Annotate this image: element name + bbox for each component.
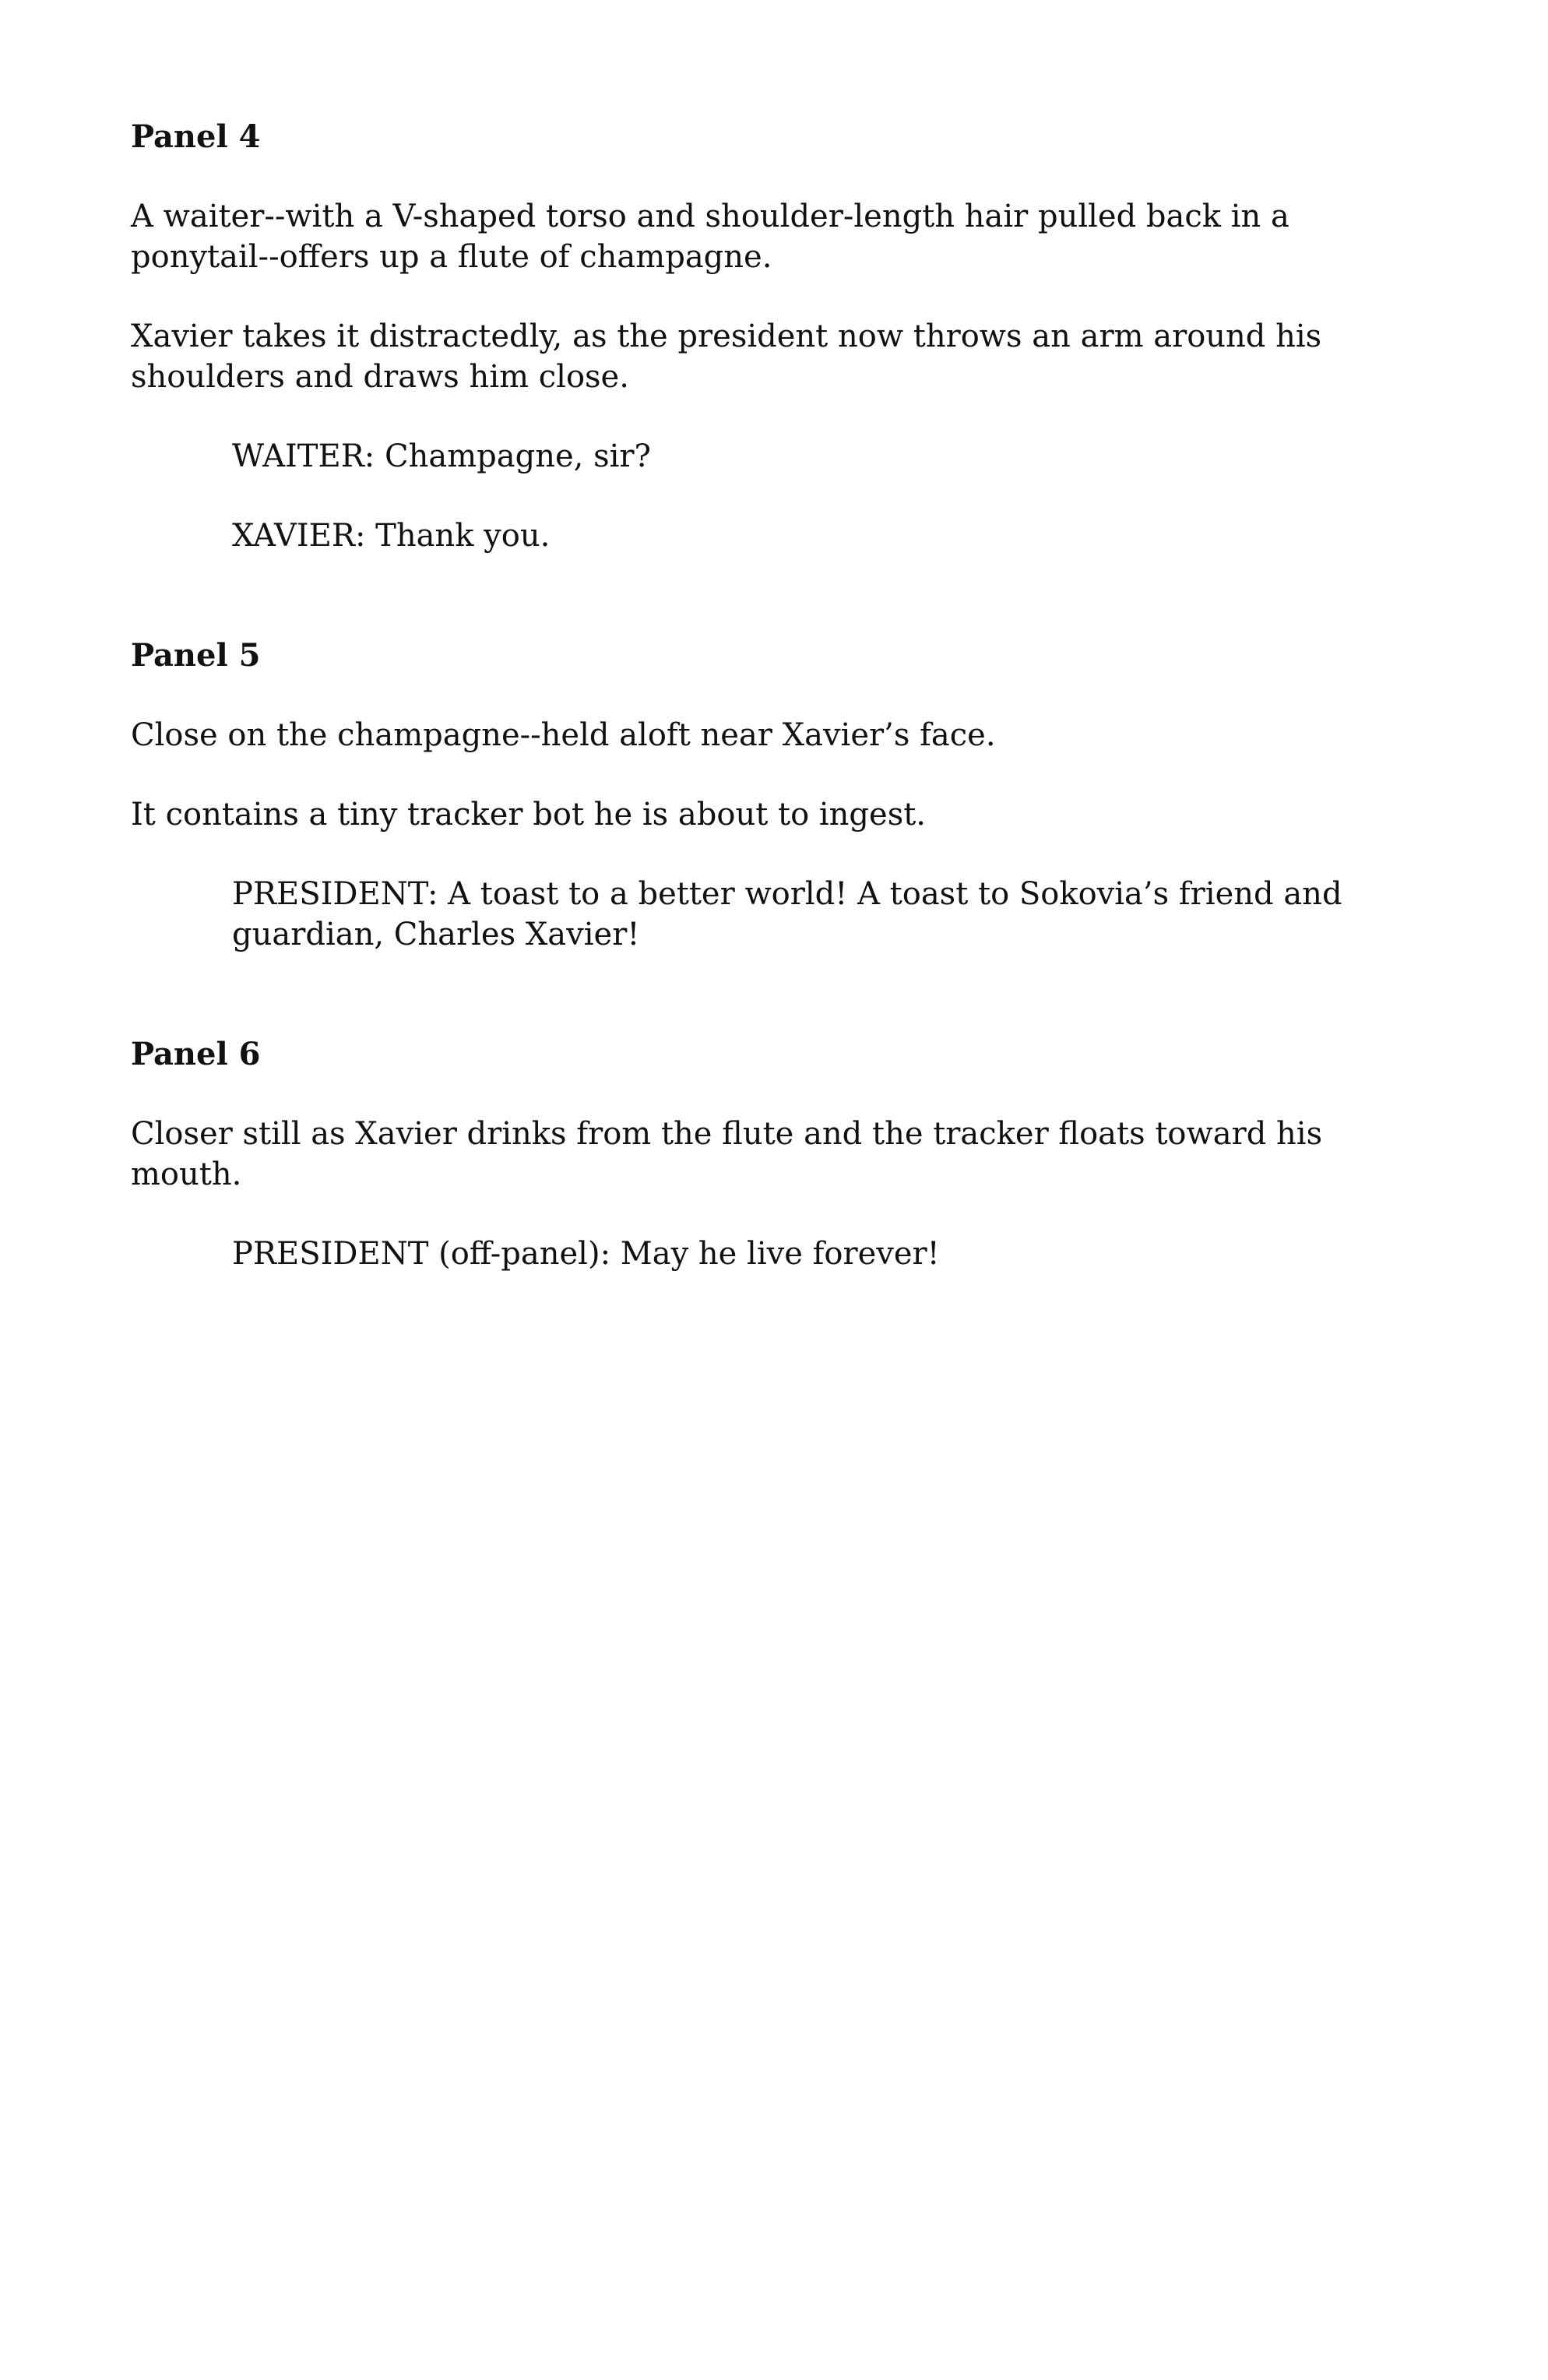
panel-5 [131, 635, 1408, 955]
dialogue-line: PRESIDENT: A toast to a better world! A toast to Sokovia’s friend and guardian, Charles Xavier! [232, 876, 1342, 952]
panel-4 [131, 117, 1408, 556]
panel-6 [131, 1034, 1408, 1274]
panel-heading: Panel 5 [131, 637, 261, 674]
panel-description: A waiter--with a V-shaped torso and shoulder-length hair pulled back in a ponytail--offers up a flute of champagne. [131, 199, 1289, 275]
panel-description: It contains a tiny tracker bot he is about to ingest. [131, 797, 927, 833]
dialogue-line: XAVIER: Thank you. [232, 518, 551, 554]
panel-heading: Panel 6 [131, 1036, 261, 1072]
dialogue-line: WAITER: Champagne, sir? [232, 438, 651, 474]
panel-description: Xavier takes it distractedly, as the president now throws an arm around his shoulders and draws him close. [131, 319, 1322, 395]
script-page [131, 117, 1408, 1274]
panel-description: Closer still as Xavier drinks from the flute and the tracker floats toward his mouth. [131, 1116, 1323, 1192]
panel-description: Close on the champagne--held aloft near Xavier’s face. [131, 717, 996, 753]
dialogue-line: PRESIDENT (off-panel): May he live forever! [232, 1236, 940, 1272]
panel-heading: Panel 4 [131, 118, 261, 155]
